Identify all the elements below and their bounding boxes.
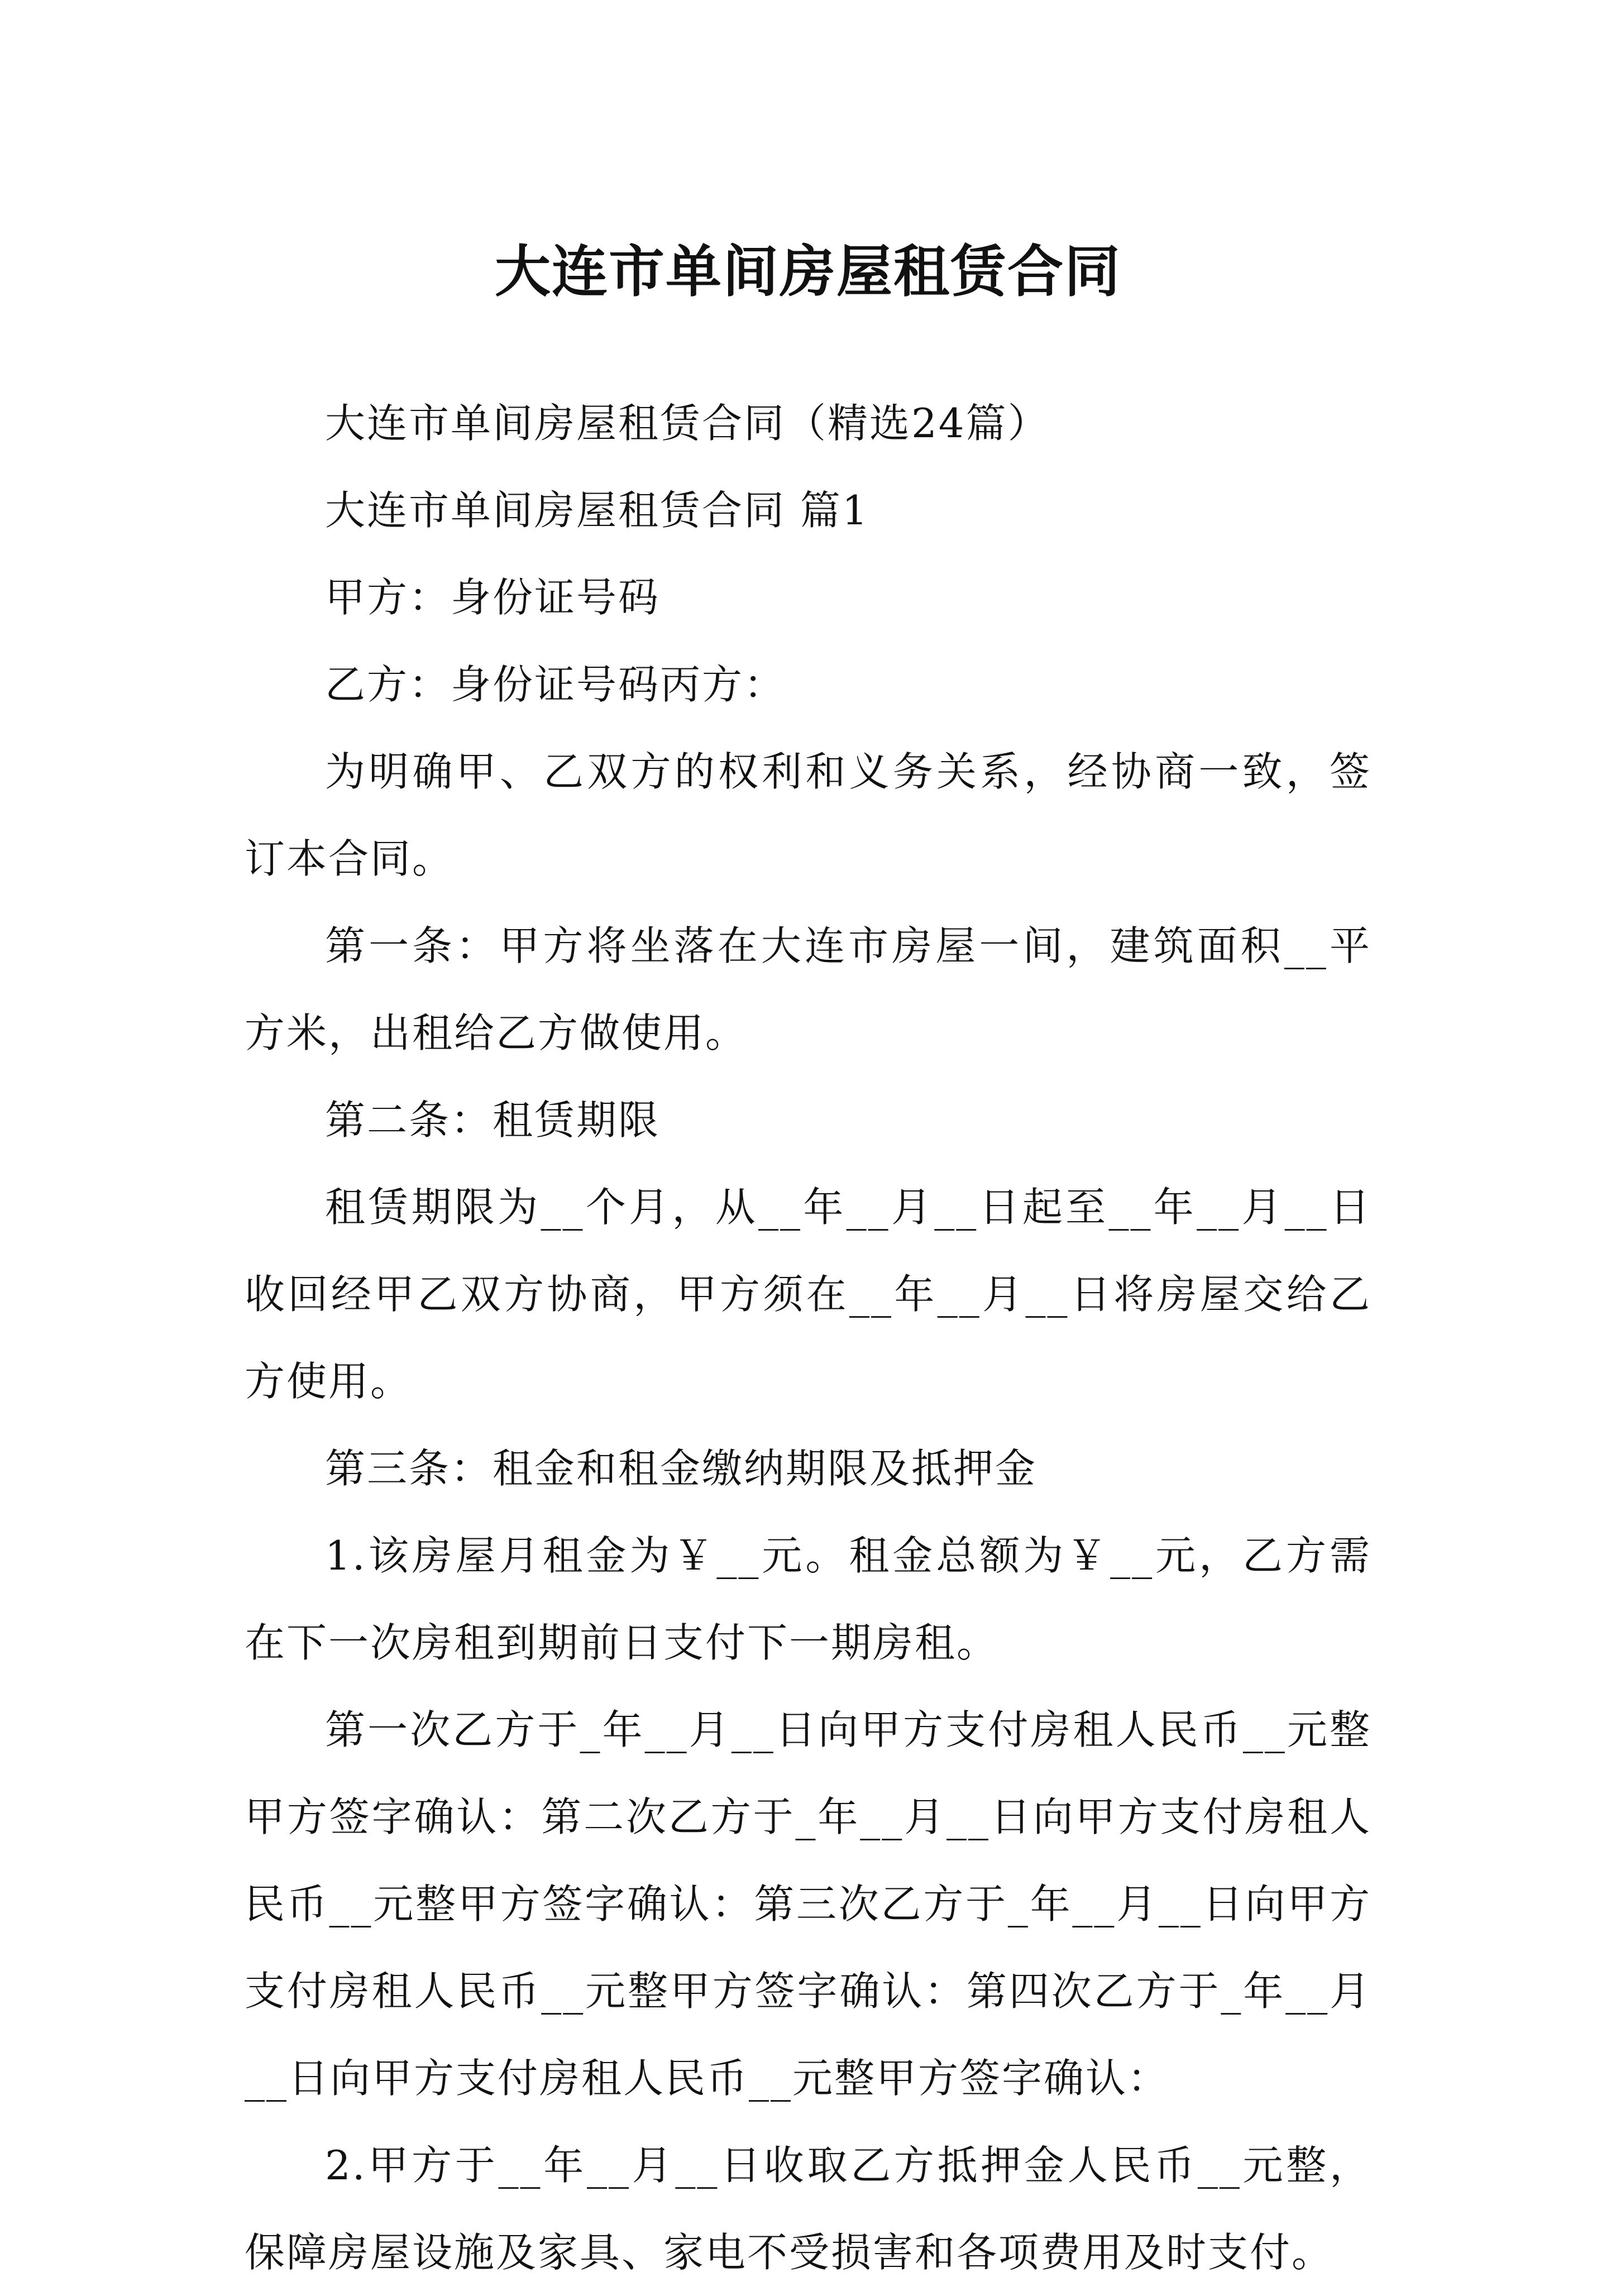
document-body xyxy=(245,380,1371,2296)
paragraph-section-heading: 大连市单间房屋租赁合同 篇1 xyxy=(325,487,869,534)
paragraph-article-2-heading: 第二条：租赁期限 xyxy=(325,1097,661,1144)
paragraph-preamble: 为明确甲、乙双方的权利和义务关系，经协商一致，签订本合同。 xyxy=(245,748,1371,882)
paragraph-subtitle: 大连市单间房屋租赁合同（精选24篇） xyxy=(325,400,1050,447)
paragraph-lease-term: 租赁期限为__个月，从__年__月__日起至__年__月__日收回经甲乙双方协商，甲方须在__年__月__日将房屋交给乙方使用。 xyxy=(245,1184,1371,1405)
paragraph-party-a: 甲方：身份证号码 xyxy=(325,574,661,621)
paragraph-article-1: 第一条：甲方将坐落在大连市房屋一间，建筑面积__平方米，出租给乙方做使用。 xyxy=(245,922,1371,1056)
paragraph-deposit: 2.甲方于__年__月__日收取乙方抵押金人民币__元整，保障房屋设施及家具、家电不受损害和各项费用及时支付。 xyxy=(245,2142,1371,2276)
paragraph-rent-amount: 1.该房屋月租金为￥__元。租金总额为￥__元，乙方需在下一次房租到期前日支付下一期房租。 xyxy=(245,1532,1371,1666)
paragraph-article-3-heading: 第三条：租金和租金缴纳期限及抵押金 xyxy=(325,1445,1038,1492)
paragraph-party-b: 乙方：身份证号码丙方： xyxy=(325,661,786,708)
document-title: 大连市单间房屋租赁合同 xyxy=(495,239,1121,304)
paragraph-payment-schedule: 第一次乙方于_年__月__日向甲方支付房租人民币__元整甲方签字确认：第二次乙方于_年__月__日向甲方支付房租人民币__元整甲方签字确认：第三次乙方于_年__月__日向甲方支付房租人民币__元整甲方签字确认：第四次乙方于_年__月__日向甲方支付房租人民币__元整甲方签字确认： xyxy=(245,1706,1371,2102)
